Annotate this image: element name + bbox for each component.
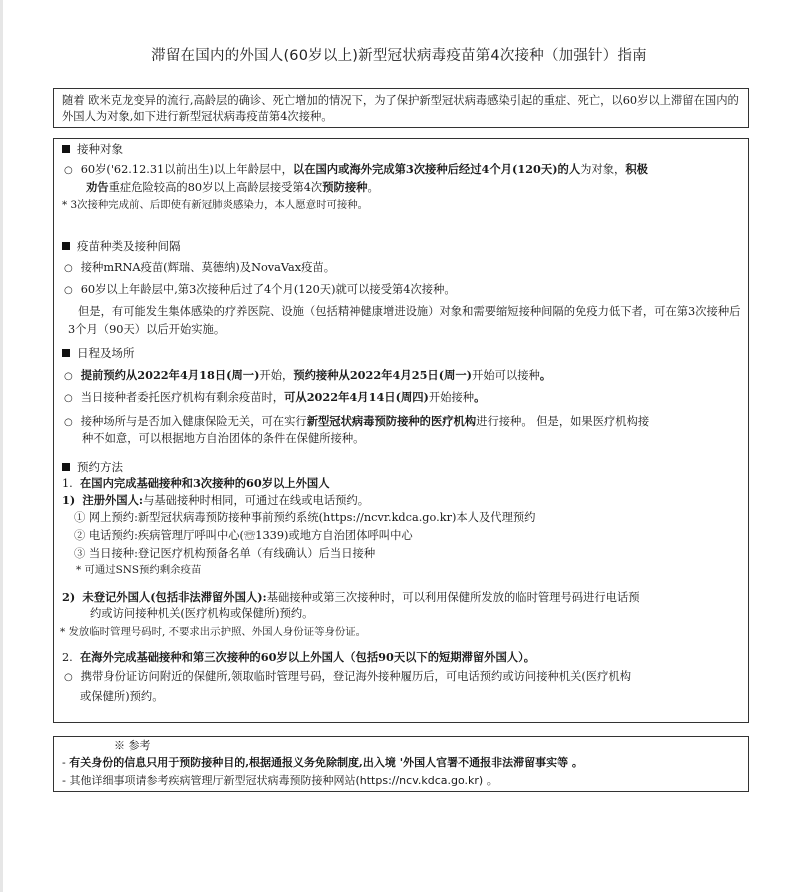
schedule-bullet-2: ○ 当日接种者委托医疗机构有剩余疫苗时，可从2022年4月14日(周四)开始接种。 xyxy=(64,390,486,404)
online-reservation: ① 网上预约:新型冠状病毒预防接种事前预约系统(https://ncvr.kdca.go.kr)本人及代理预约 xyxy=(74,511,536,524)
target-note: * 3次接种完成前、后即使有新冠肺炎感染力，本人愿意时可接种。 xyxy=(62,199,369,211)
page-edge xyxy=(0,0,3,892)
reservation-unregistered: 2) 未登记外国人(包括非法滞留外国人):基础接种或第三次接种时，可以利用保健所发放的临时管理号码进行电话预 xyxy=(62,590,640,604)
vaccine-bullet-2: ○ 60岁以上年龄层中,第3次接种后过了4个月(120天)就可以接受第4次接种。 xyxy=(64,283,456,296)
schedule-bullet-3-cont: 种不如意，可以根据地方自治团体的条件在保健所接种。 xyxy=(82,432,365,445)
reference-heading: ※ 参考 xyxy=(114,739,151,752)
section-heading-schedule: 日程及场所 xyxy=(62,345,135,361)
intro-text: 随着 欧米克龙变异的流行,高龄层的确诊、死亡增加的情况下，为了保护新型冠状病毒感染引起的重症、死亡，以60岁以上滞留在国内的外国人为对象,如下进行新型冠状病毒疫苗第4次接种。 xyxy=(62,94,739,123)
vaccine-exception: 但是，有可能发生集体感染的疗养医院、设施（包括精神健康增进设施）对象和需要缩短接种间隔的免疫力低下者，可在第3次接种后3个月（90天）以后开始实施。 xyxy=(68,305,741,336)
reservation-item-1: 1. 在国内完成基础接种和3次接种的60岁以上外国人 xyxy=(62,476,330,490)
reference-line-2: - 其他详细事项请参考疾病管理厅新型冠状病毒预防接种网站(https://ncv.kdca.go.kr) 。 xyxy=(62,774,498,787)
section-heading-reservation: 预约方法 xyxy=(62,459,123,475)
section-heading-target: 接种对象 xyxy=(62,141,123,157)
sns-note: * 可通过SNS预约剩余疫苗 xyxy=(76,564,202,576)
target-bullet-1-cont: 劝告重症危险较高的80岁以上高龄层接受第4次预防接种。 xyxy=(86,180,379,194)
schedule-bullet-1: ○ 提前预约从2022年4月18日(周一)开始，预约接种从2022年4月25日(周一)开始可以接种。 xyxy=(64,368,552,382)
circle-bullet-icon: ○ xyxy=(64,672,73,683)
circle-bullet-icon: ○ xyxy=(64,417,73,428)
square-bullet-icon xyxy=(62,145,70,153)
circle-bullet-icon: ○ xyxy=(64,393,73,404)
circle-bullet-icon: ○ xyxy=(64,285,73,296)
overseas-bullet-cont: 或保健所)预约。 xyxy=(80,690,164,703)
schedule-bullet-3: ○ 接种场所与是否加入健康保险无关，可在实行新型冠状病毒预防接种的医疗机构进行接种。 但是，如果医疗机构接 xyxy=(64,414,650,428)
reservation-item-2: 2. 在海外完成基础接种和第三次接种的60岁以上外国人（包括90天以下的短期滞留外国人）。 xyxy=(62,650,536,664)
reservation-unregistered-cont: 约或访问接种机关(医疗机构或保健所)预约。 xyxy=(90,607,314,620)
reservation-registered: 1) 注册外国人:与基础接种时相同，可通过在线或电话预约。 xyxy=(62,493,370,507)
reference-box xyxy=(53,736,749,792)
reference-line-1: - 有关身份的信息只用于预防接种目的,根据通报义务免除制度,出入境 '外国人官署不通报非法滞留事实等 。 xyxy=(62,756,583,769)
page-title: 滞留在国内的外国人(60岁以上)新型冠状病毒疫苗第4次接种（加强针）指南 xyxy=(151,48,647,64)
square-bullet-icon xyxy=(62,463,70,471)
section-heading-vaccine: 疫苗种类及接种间隔 xyxy=(62,238,181,254)
intro-box xyxy=(53,88,749,128)
circle-bullet-icon: ○ xyxy=(64,263,73,274)
square-bullet-icon xyxy=(62,349,70,357)
overseas-bullet: ○ 携带身份证访问附近的保健所,领取临时管理号码，登记海外接种履历后，可电话预约或访问接种机关(医疗机构 xyxy=(64,670,631,683)
circle-bullet-icon: ○ xyxy=(64,165,73,176)
circle-bullet-icon: ○ xyxy=(64,371,73,382)
target-bullet-1: ○ 60岁('62.12.31以前出生)以上年龄层中，以在国内或海外完成第3次接种后经过4个月(120天)的人为对象，积极 xyxy=(64,162,648,176)
square-bullet-icon xyxy=(62,242,70,250)
same-day-vaccination: ③ 当日接种:登记医疗机构预备名单（有线确认）后当日接种 xyxy=(74,547,376,560)
phone-reservation: ② 电话预约:疾病管理厅呼叫中心(☏1339)或地方自治团体呼叫中心 xyxy=(74,529,413,542)
vaccine-bullet-1: ○ 接种mRNA疫苗(辉瑞、莫德纳)及NovaVax疫苗。 xyxy=(64,261,335,274)
main-box xyxy=(53,138,749,723)
temp-number-note: * 发放临时管理号码时, 不要求出示护照、外国人身份证等身份证。 xyxy=(60,626,367,638)
